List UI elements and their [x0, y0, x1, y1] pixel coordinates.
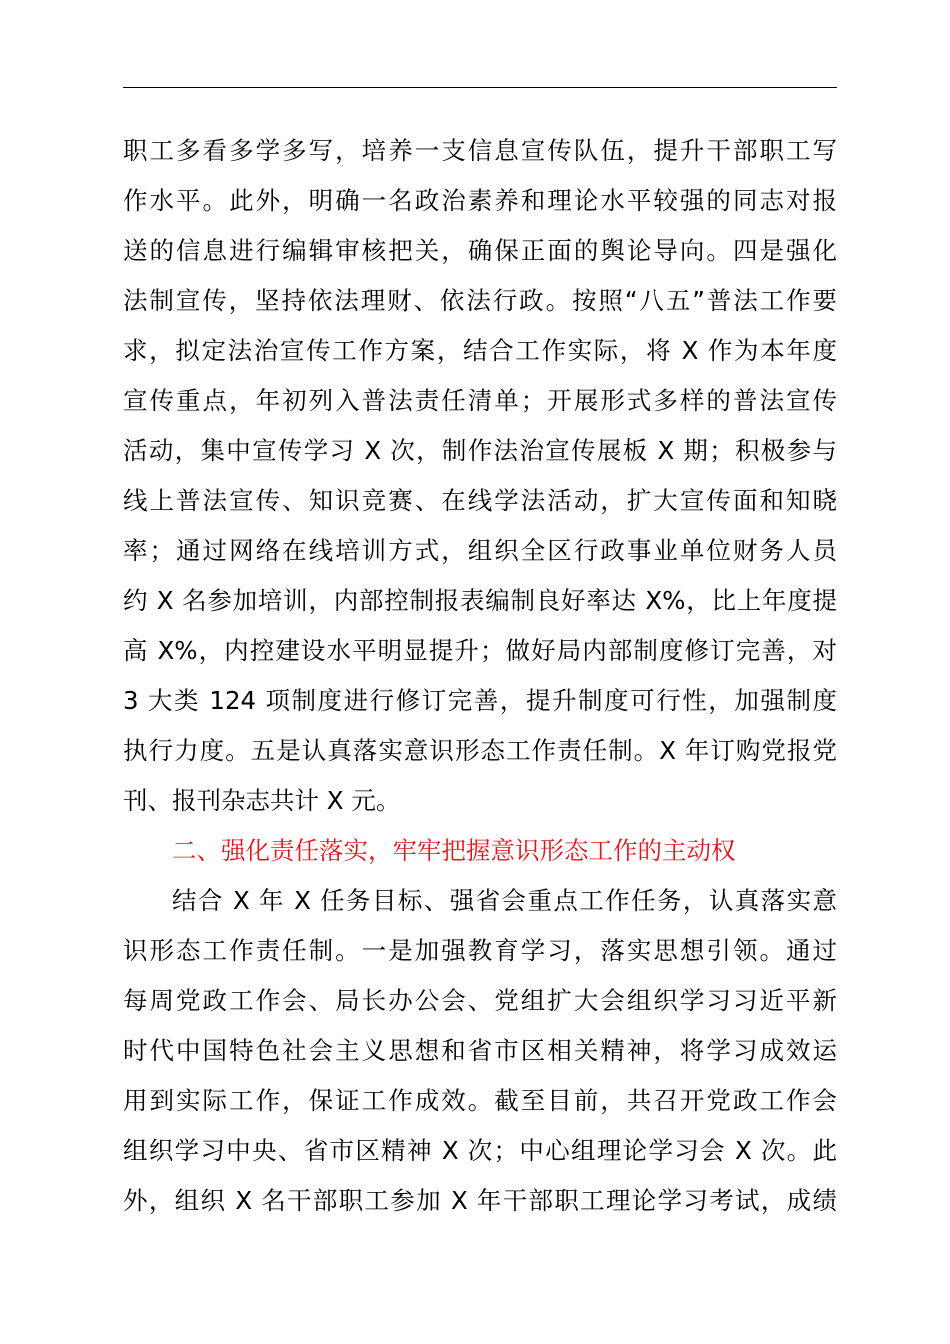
paragraph-line: 求，拟定法治宣传工作方案，结合工作实际，将 X 作为本年度	[123, 336, 837, 365]
paragraph-line: 送的信息进行编辑审核把关，确保正面的舆论导向。四是强化	[123, 236, 837, 265]
paragraph-line: 执行力度。五是认真落实意识形态工作责任制。X 年订购党报党	[123, 736, 837, 765]
paragraph-line: 每周党政工作会、局长办公会、党组扩大会组织学习习近平新	[123, 986, 837, 1015]
paragraph-line: 活动，集中宣传学习 X 次，制作法治宣传展板 X 期；积极参与	[123, 436, 837, 465]
paragraph-line: 外，组织 X 名干部职工参加 X 年干部职工理论学习考试，成绩	[123, 1186, 837, 1215]
paragraph-line: 约 X 名参加培训，内部控制报表编制良好率达 X%，比上年度提	[123, 586, 837, 615]
paragraph-line: 组织学习中央、省市区精神 X 次；中心组理论学习会 X 次。此	[123, 1136, 837, 1165]
paragraph-line: 3 大类 124 项制度进行修订完善，提升制度可行性，加强制度	[123, 686, 837, 715]
paragraph-line: 线上普法宣传、知识竞赛、在线学法活动，扩大宣传面和知晓	[123, 486, 837, 515]
paragraph-line-last: 刊、报刊杂志共计 X 元。	[123, 786, 401, 815]
paragraph-first-line: 结合 X 年 X 任务目标、强省会重点工作任务，认真落实意	[172, 886, 837, 915]
document-body	[123, 126, 837, 1226]
paragraph-line: 高 X%，内控建设水平明显提升；做好局内部制度修订完善，对	[123, 636, 837, 665]
section-heading: 二、强化责任落实，牢牢把握意识形态工作的主动权	[172, 836, 736, 865]
paragraph-line: 时代中国特色社会主义思想和省市区相关精神，将学习成效运	[123, 1036, 837, 1065]
paragraph-line: 职工多看多学多写，培养一支信息宣传队伍，提升干部职工写	[123, 136, 837, 165]
paragraph-line: 作水平。此外，明确一名政治素养和理论水平较强的同志对报	[123, 186, 837, 215]
paragraph-line: 用到实际工作，保证工作成效。截至目前，共召开党政工作会	[123, 1086, 837, 1115]
paragraph-line: 宣传重点，年初列入普法责任清单；开展形式多样的普法宣传	[123, 386, 837, 415]
header-rule	[123, 87, 837, 88]
paragraph-line: 率；通过网络在线培训方式，组织全区行政事业单位财务人员	[123, 536, 837, 565]
paragraph-line: 识形态工作责任制。一是加强教育学习，落实思想引领。通过	[123, 936, 837, 965]
paragraph-line: 法制宣传，坚持依法理财、依法行政。按照“八五”普法工作要	[123, 286, 837, 315]
